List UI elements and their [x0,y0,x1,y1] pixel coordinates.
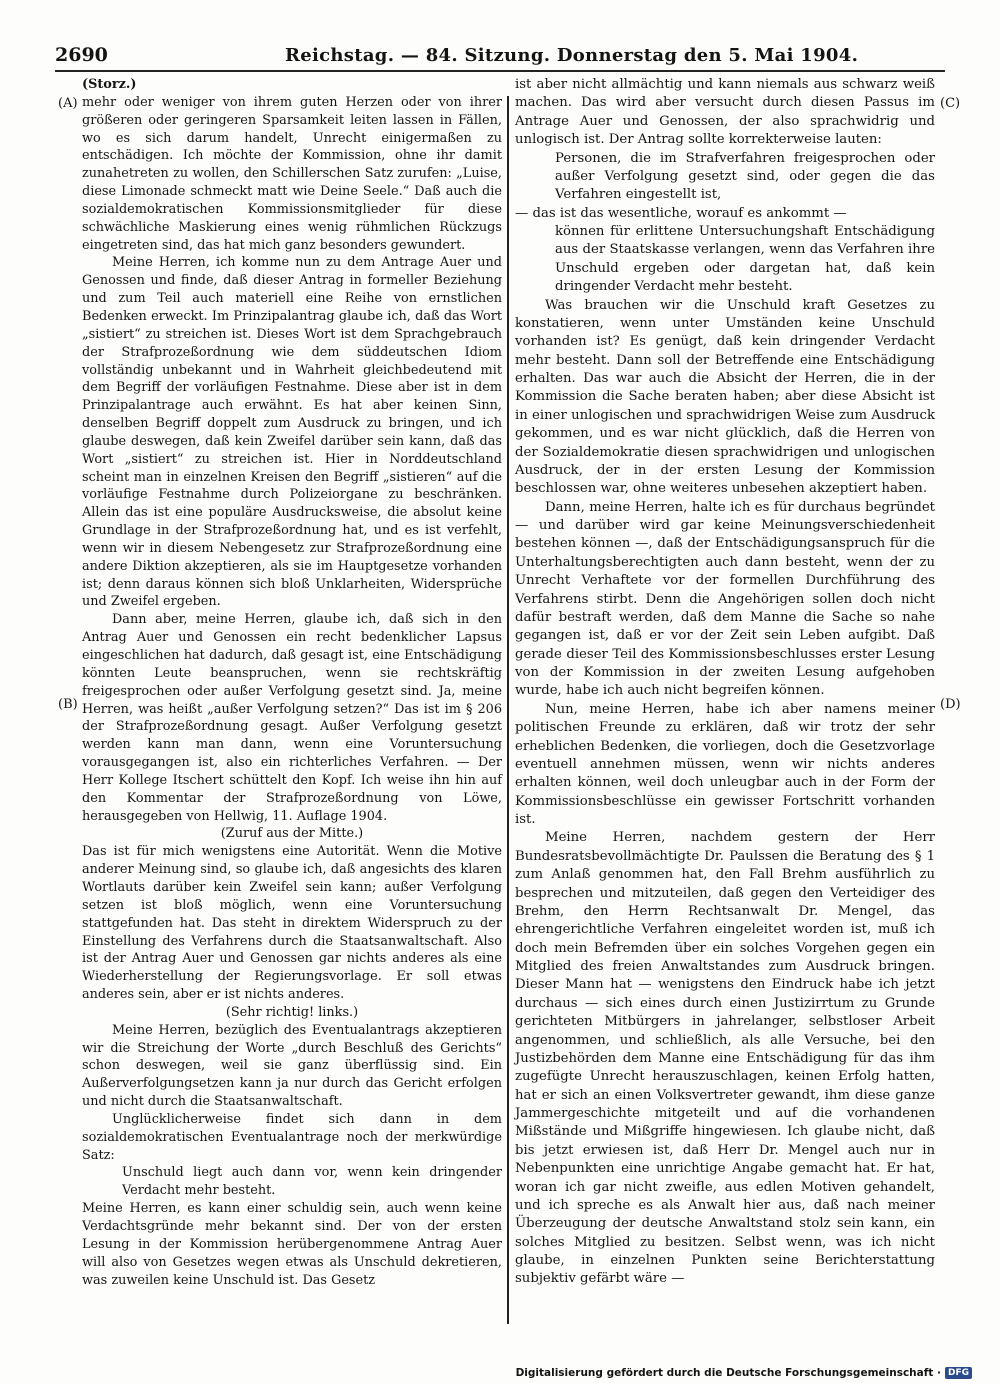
margin-marker-a: (A) [58,96,78,111]
paragraph: ist aber nicht allmächtig und kann niemals aus schwarz weiß machen. Das wird aber versucht durch diesen Passus im Antrage Auer und Genossen, der also sprachwidrig und unlogisch ist. Der Antrag sollte korrekterweise lauten: [515,77,935,148]
paragraph: Was brauchen wir die Unschuld kraft Gesetzes zu konstatieren, wenn unter Umständen keine Unschuld vorhanden ist? Es genügt, daß kein dringender Verdacht mehr besteht. Dann soll der Betreffende eine Entschädigung erhalten. Das war auch die Absicht der Herren, die in der Kommission die Sache beraten haben; aber diese Absicht ist in einer unlogischen und sprachwidrigen Weise zum Ausdruck gekommen, und es war nicht glücklich, daß die Herren von der Sozialdemokratie diesen sprachwidrigen und unlogischen Ausdruck, der in der ersten Lesung der Kommission beschlossen war, ohne weiteres unbesehen akzeptiert haben. [515,297,935,497]
dfg-logo-icon: DFG [945,1367,972,1379]
quoted-text: Unschuld liegt auch dann vor, wenn kein dringender Verdacht mehr besteht. [122,1165,502,1199]
digitization-footer [516,1365,972,1381]
paragraph: Das ist für mich wenigstens eine Autorität. Wenn die Motive anderer Meinung sind, so glaube ich, daß angesichts des klaren Wortlauts darüber kein Zweifel sein kann; außer Verfolgung setzen ist bloß möglich, wenn eine Voruntersuchung stattgefunden hat. Das steht in direktem Widerspruch zu der Einstellung des Verfahrens durch die Staatsanwaltschaft. Also ist der Antrag Auer und Genossen gar nichts anderes als eine Wiederherstellung der Regierungsvorlage. Er soll etwas anderes sein, aber er ist nichts anderes. [82,844,502,1003]
quoted-text: können für erlittene Untersuchungshaft Entschädigung aus der Staatskasse verlangen, wenn das Verfahren ihre Unschuld ergeben oder dargetan hat, daß kein dringender Verdacht mehr besteht. [555,224,935,295]
paragraph: Unglücklicherweise findet sich dann in dem sozialdemokratischen Eventualantrage noch der merkwürdige Satz: [82,1111,502,1163]
paragraph: Nun, meine Herren, habe ich aber namens meiner politischen Freunde zu erklären, daß wir trotz der sehr erheblichen Bedenken, die vorliegen, doch die Gesetzvorlage eventuell annehmen müssen, wenn wir nichts anderes erhalten können, weil doch unleugbar auch in der Form der Kommissionsbeschlüsse ein gewisser Fortschritt vorhanden ist. [515,701,935,827]
paragraph: Meine Herren, es kann einer schuldig sein, auch wenn keine Verdachtsgründe mehr bekannt sind. Der von der ersten Lesung in der Kommission herübergenommene Antrag Auer will also von Gesetzes wegen etwas als Unschuld dekretieren, was zuweilen keine Unschuld ist. Das Gesetz [82,1201,502,1288]
paragraph: Dann, meine Herren, halte ich es für durchaus begründet — und darüber wird gar keine Meinungsverschiedenheit bestehen können —, daß der Entschädigungsanspruch für die Unterhaltungsberechtigten auch dann besteht, wenn der zu Unrecht Verhaftete vor der formellen Durchführung des Verfahrens stirbt. Denn die Angehörigen sollen doch nicht dafür bestraft werden, daß dem Manne die Sache so nahe gegangen ist, daß er vor der Zeit sein Leben aufgibt. Daß gerade dieser Teil des Kommissionsbeschlusses erster Lesung von der Kommission in der zweiten Lesung aufgehoben wurde, habe ich auch nicht begreifen können. [515,499,935,699]
right-column [515,76,935,1289]
page-number: 2690 [55,44,108,66]
interjection: (Sehr richtig! links.) [225,1004,359,1020]
paragraph: Meine Herren, nachdem gestern der Herr Bundesratsbevollmächtigte Dr. Paulssen die Beratung des § 1 zum Anlaß genommen hat, den Fall Brehm ausführlich zu besprechen und mitzuteilen, daß gegen den Verteidiger des Brehm, den Herrn Rechtsanwalt Dr. Mengel, das ehrengerichtliche Verfahren eingeleitet worden ist, muß ich doch mein Befremden über ein solches Vorgehen gegen ein Mitglied des freien Anwaltstandes zum Ausdruck bringen. Dieser Mann hat — wenigstens den Eindruck habe ich jetzt durchaus — sich eines durch einen Justizirrtum zu Grunde gerichteten Mitbürgers in jahrelanger, selbstloser Arbeit angenommen, und schließlich, als alle Versuche, bei den Justizbehörden dem Manne eine Entschädigung für das ihm zugefügte Unrecht herauszuschlagen, keinen Erfolg hatten, hat er sich an einen Volksvertreter gewandt, ihm diese ganze Jammergeschichte mitgeteilt und auf die vorhandenen Mißstände und Mißgriffe hingewiesen. Ich glaube nicht, daß bis jetzt erwiesen ist, daß Herr Dr. Mengel auch nur in Nebenpunkten eine unrichtige Angabe gemacht hat. Er hat, woran ich gar nicht zweifle, aus edlen Motiven gehandelt, und ich spreche es als Anwalt hier aus, daß nach meiner Überzeugung der deutsche Anwaltstand stolz sein kann, ein solches Mitglied zu besitzen. Selbst wenn, was ich nicht glaube, in einzelnen Punkten seine Berichterstattung subjektiv gefärbt wäre — [515,830,935,1287]
inline-remark: — das ist das wesentliche, worauf es ankommt — [515,205,847,221]
footer-text: Digitalisierung gefördert durch die Deutsche Forschungsgemeinschaft · [515,1367,941,1379]
quoted-text: Personen, die im Strafverfahren freigesprochen oder außer Verfolgung gesetzt sind, oder gegen die das Verfahren eingestellt ist, [555,150,935,203]
paragraph: Dann aber, meine Herren, glaube ich, daß sich in den Antrag Auer und Genossen ein recht bedenklicher Lapsus eingeschlichen hat dadurch, daß gesagt ist, eine Entschädigung könnten Leute beanspruchen, wenn sie rechtskräftig freigesprochen oder außer Verfolgung gesetzt sind. Ja, meine Herren, was heißt „außer Verfolgung setzen?“ Das ist im § 206 der Strafprozeßordnung gesagt. Außer Verfolgung gesetzt werden kann man dann, wenn eine Voruntersuchung vorausgegangen ist, also ein richterliches Verfahren. — Der Herr Kollege Itschert schüttelt den Kopf. Ich weise ihn hin auf den Kommentar der Strafprozeßordnung von Löwe, herausgegeben von Hellwig, 11. Auflage 1904. [82,612,502,824]
interjection: (Zuruf aus der Mitte.) [220,826,364,842]
margin-marker-c: (C) [940,96,961,111]
paragraph: mehr oder weniger von ihrem guten Herzen oder von ihrer größeren oder geringeren Sparsamkeit leiten lassen in Fällen, wo es sich darum handelt, Unrecht einigermaßen zu entschädigen. Ich möchte der Kommission, ohne ihr damit zunahetreten zu wollen, den Schillerschen Satz zurufen: „Luise, diese Limonade schmeckt matt wie Deine Seele.“ Daß auch die sozialdemokratischen Kommissionsmitglieder für diese schwächliche Maskierung eines wenig rühmlichen Rückzugs eingetreten sind, das hat mich ganz besonders gewundert. [82,94,502,253]
paragraph: Meine Herren, bezüglich des Eventualantrags akzeptieren wir die Streichung der Worte „durch Beschluß des Gerichts“ schon deswegen, weil sie ganz überflüssig sind. Ein Außerverfolgungsetzen kann ja nur durch das Gericht erfolgen und nicht durch die Staatsanwaltschaft. [82,1022,502,1110]
margin-marker-d: (D) [940,697,961,712]
page-header [55,44,945,72]
left-column [82,76,502,1289]
margin-marker-b: (B) [58,697,78,712]
running-title: Reichstag. — 84. Sitzung. Donnerstag den 5. Mai 1904. [285,45,859,66]
column-divider [507,96,509,1324]
paragraph: Meine Herren, ich komme nun zu dem Antrage Auer und Genossen und finde, daß dieser Antrag in formeller Beziehung und zum Teil auch materiell eine Reihe von ernstlichen Bedenken erweckt. Im Prinzipalantrag glaube ich, daß das Wort „sistiert“ zu streichen ist. Dieses Wort ist dem Sprachgebrauch der Strafprozeßordnung wie dem süddeutschen Idiom vollständig unbekannt und in Wahrheit gleichbedeutend mit dem Begriff der vorläufigen Festnahme. Diese aber ist in dem Prinzipalantrage auch erwähnt. Es hat aber keinen Sinn, denselben Begriff doppelt zum Ausdruck zu bringen, und ich glaube deswegen, daß kein Zweifel darüber sein kann, daß das Wort „sistiert“ zu streichen ist. Hier in Norddeutschland scheint man in einzelnen Kreisen den Begriff „sistieren“ auf die vorläufige Festnahme durch Polizeiorgane zu beschränken. Allein das ist eine populäre Ausdrucksweise, die absolut keine Grundlage in der Strafprozeßordnung hat, und es ist verfehlt, wenn wir in diesem Nebengesetz zur Strafprozeßordnung eine andere Diktion akzeptieren, als sie im Hauptgesetze vorhanden ist; denn daraus können sich bloß Unklarheiten, Widersprüche und Zweifel ergeben. [82,255,502,610]
speaker-name: (Storz.) [82,77,137,92]
